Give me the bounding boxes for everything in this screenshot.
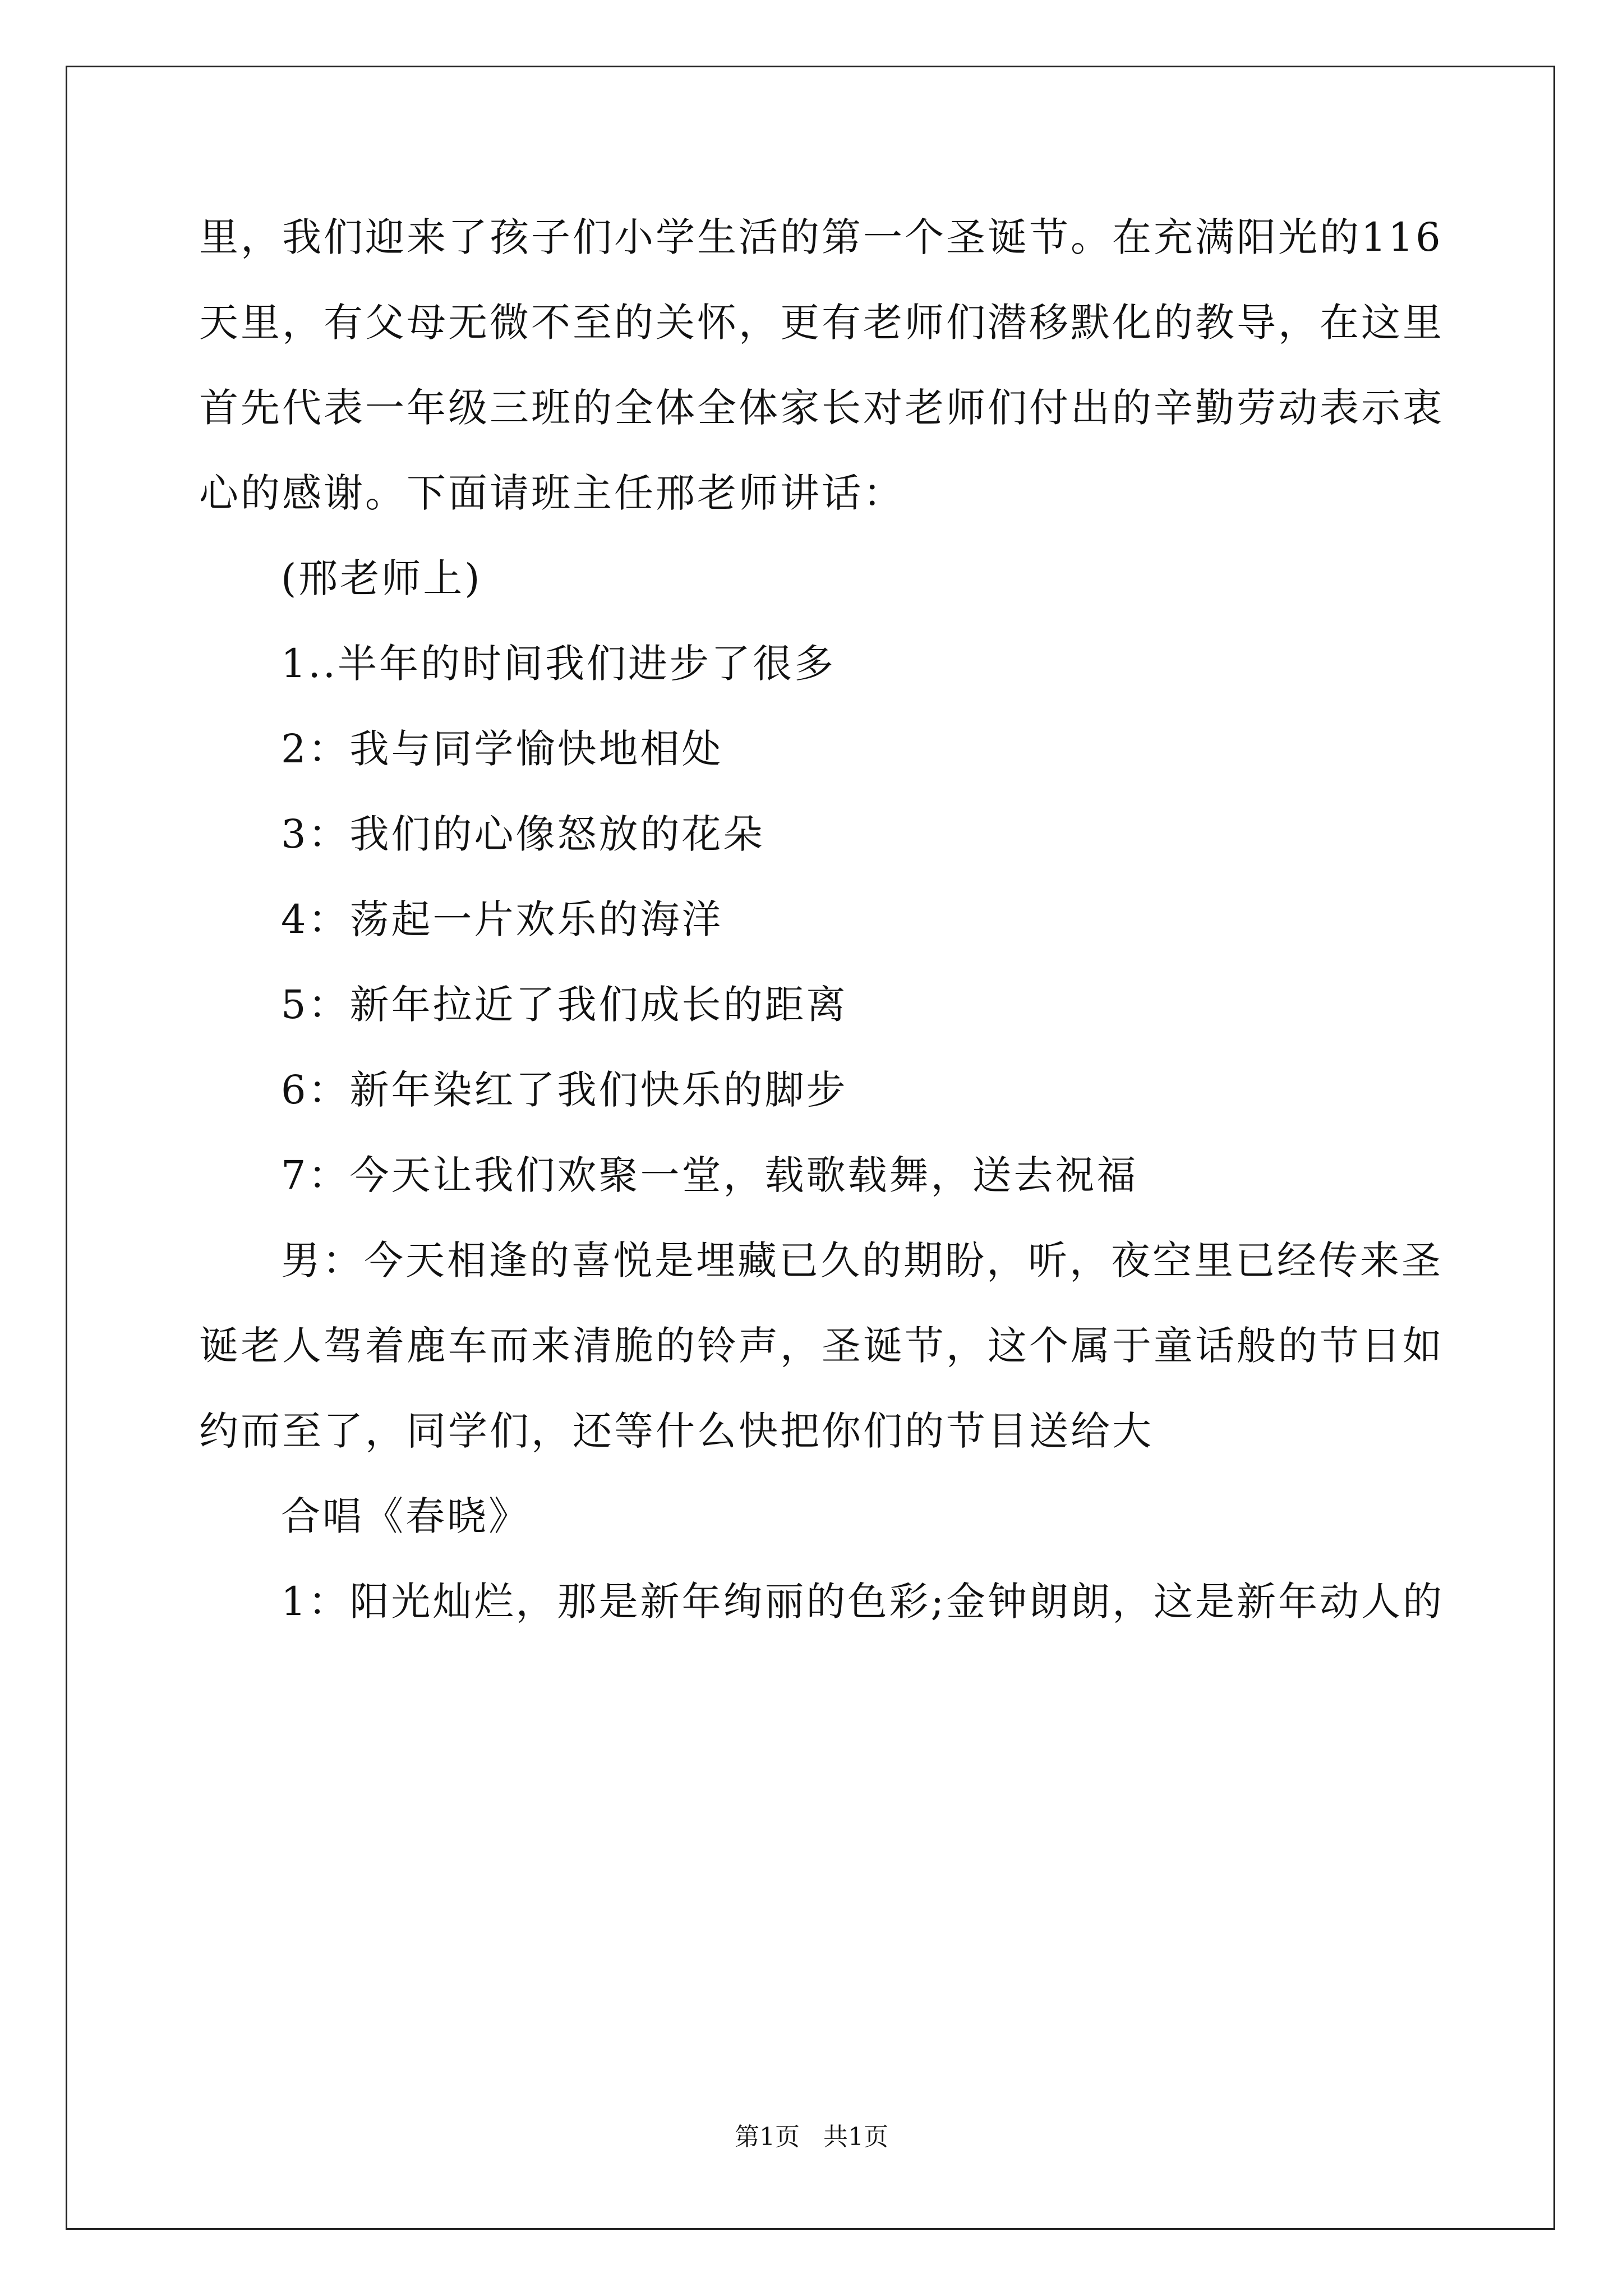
- text-line: 合唱《春晓》: [281, 1493, 530, 1539]
- text-line: 首先代表一年级三班的全体全体家长对老师们付出的辛勤劳动表示衷: [199, 385, 1444, 431]
- text-line: 天里，有父母无微不至的关怀，更有老师们潜移默化的教导，在这里: [199, 300, 1444, 346]
- text-line: 约而至了，同学们，还等什么快把你们的节目送给大: [199, 1408, 1154, 1454]
- text-line: 5：新年拉近了我们成长的距离: [281, 982, 848, 1028]
- text-line: 1：阳光灿烂，那是新年绚丽的色彩;金钟朗朗，这是新年动人的: [281, 1579, 1445, 1625]
- text-line: 里，我们迎来了孩子们小学生活的第一个圣诞节。在充满阳光的116: [199, 214, 1443, 260]
- text-line: 心的感谢。下面请班主任邢老师讲话：: [199, 470, 905, 516]
- text-line: 诞老人驾着鹿车而来清脆的铃声，圣诞节，这个属于童话般的节日如: [199, 1323, 1444, 1369]
- text-line: 3：我们的心像怒放的花朵: [281, 811, 765, 857]
- text-line: 男：今天相逢的喜悦是埋藏已久的期盼，听，夜空里已经传来圣: [281, 1237, 1443, 1283]
- text-line: 4：荡起一片欢乐的海洋: [281, 896, 723, 942]
- text-line: 1..半年的时间我们进步了很多: [281, 641, 836, 687]
- page-footer: 第1页 共1页: [735, 2123, 888, 2151]
- text-line: 7：今天让我们欢聚一堂，载歌载舞，送去祝福: [281, 1152, 1138, 1198]
- text-line: 2：我与同学愉快地相处: [281, 726, 723, 772]
- text-line: (邢老师上): [281, 555, 482, 601]
- text-line: 6：新年染红了我们快乐的脚步: [281, 1067, 848, 1113]
